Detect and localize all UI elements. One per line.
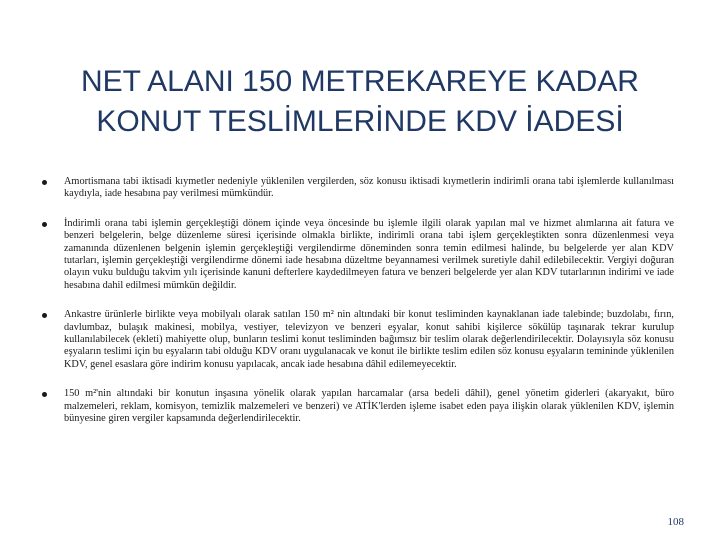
bullet-item xyxy=(40,309,674,371)
bullet-text: İndirimli orana tabi işlemin gerçekleştiği dönem içinde veya öncesinde bu işlemle ilgili olarak yapılan mal ve hizmet alımlarına ait fatura ve benzeri belgelerin, belge düzenleme süresi içerisinde olmakla birlikte, indirimli orana tabi işlem gerçekleştikten sonra düzenlenmesi veya zamanında düzenlenen belgenin işlemin gerçekleştiği vergilendirme döneminden sonra temin edilmesi halinde, bu belgelerde yer alan KDV tutarları, işlemin gerçekleştiği vergilendirme dönemi iade hesabına düzeltme beyannamesi verilmek suretiyle dahil edilebilecektir. Vergiyi doğuran olayın vuku bulduğu takvim yılı içerisinde kanuni defterlere kaydedilmeyen fatura ve benzeri belgelerde yer alan KDV tutarlarının indirimi ve iade hesabına dahil edilmesi mümkün değildir. xyxy=(64,217,674,291)
title-line-1: NET ALANI 150 METREKAREYE KADAR xyxy=(81,65,639,98)
title-line-2: KONUT TESLİMLERİNDE KDV İADESİ xyxy=(96,105,624,138)
bullet-text: Amortismana tabi iktisadi kıymetler nedeniyle yüklenilen vergilerden, söz konusu iktisadi kıymetlerin indirimli orana tabi işlemlerde kullanılması kaydıyla, iade hesabına pay verilmesi mümkündür. xyxy=(64,176,674,200)
bullet-list xyxy=(40,176,674,443)
bullet-dot-icon xyxy=(42,180,47,185)
bullet-dot-icon xyxy=(42,313,47,318)
bullet-text: 150 m²'nin altındaki bir konutun inşasına yönelik olarak yapılan harcamalar (arsa bedeli dâhil), genel yönetim giderleri (akaryakıt, büro malzemeleri, reklam, komisyon, temizlik malzemeleri ve benzeri) ve ATİK'lerden işleme isabet eden paya ilişkin olarak yüklenilen KDV, işlemin bünyesine giren vergiler kapsamında değerlendirilecektir. xyxy=(64,388,674,425)
bullet-item xyxy=(40,388,674,425)
slide-title xyxy=(40,62,680,142)
bullet-item xyxy=(40,218,674,292)
bullet-item xyxy=(40,176,674,201)
page-number: 108 xyxy=(667,516,684,528)
bullet-dot-icon xyxy=(42,392,47,397)
bullet-dot-icon xyxy=(42,222,47,227)
bullet-text: Ankastre ürünlerle birlikte veya mobilyalı olarak satılan 150 m² nin altındaki bir konut tesliminden kaynaklanan iade talebinde; buzdolabı, fırın, davlumbaz, bulaşık makinesi, mobilya, vestiyer, televizyon ve benzeri eşyalar, konut sahibi kişilerce sökülüp taşınarak tekrar kurulup kullanılabilecek (ekleti) mahiyette olup, bunların teslimi konut tesliminden bağımsız bir teslim olarak değerlendirilecektir. Dolayısıyla söz konusu eşyaların teslimi için bu eşyaların tabi olduğu KDV oranı uygulanacak ve konut ile birlikte teslim edilen söz konusu eşyaların temininde yüklenilen KDV, genel esaslara göre indirim konusu yapılacak, ancak iade hesabına dâhil edilemeyecektir. xyxy=(64,309,674,370)
